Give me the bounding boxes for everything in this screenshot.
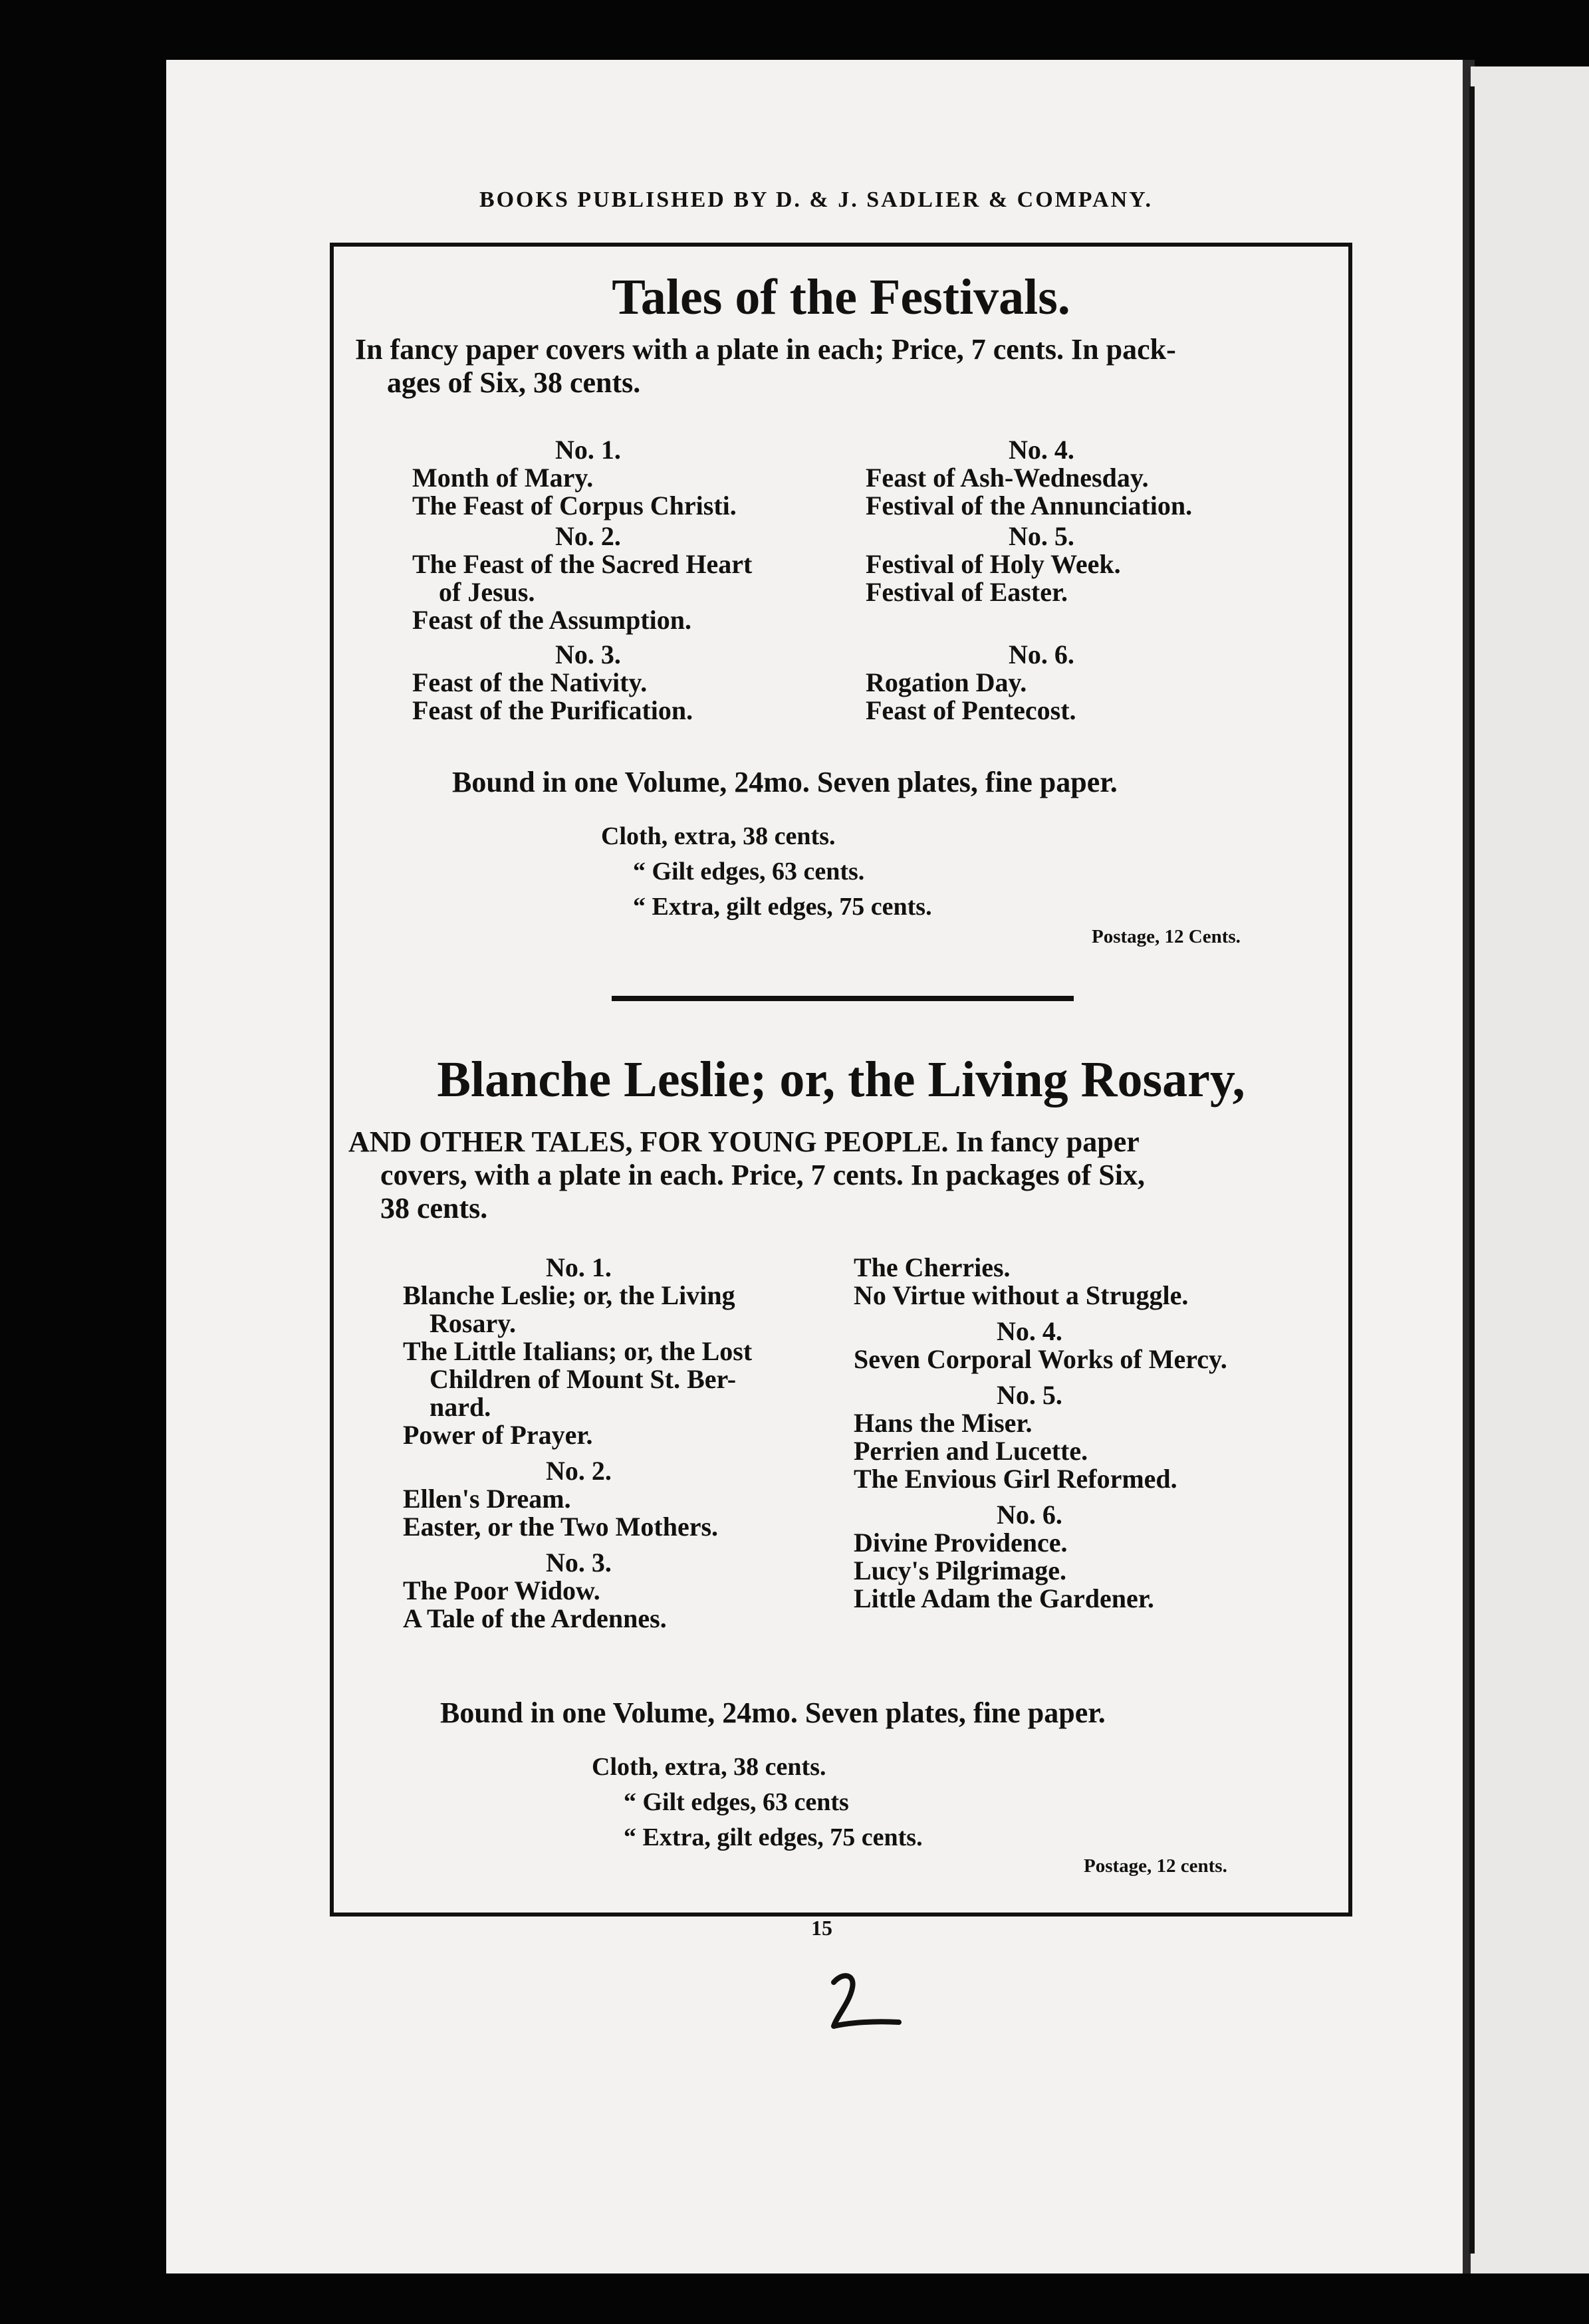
s2-group-no: No. 3.	[546, 1548, 612, 1577]
s1-item: of Jesus.	[439, 577, 535, 607]
s2-item: Perrien and Lucette.	[854, 1436, 1088, 1466]
section-divider-rule	[612, 996, 1074, 1001]
s2-group-no: No. 4.	[997, 1316, 1062, 1346]
section2-title: Blanche Leslie; or, the Living Rosary,	[437, 1052, 1245, 1107]
s2-item: Lucy's Pilgrimage.	[854, 1556, 1066, 1585]
s1-group-no: No. 2.	[555, 521, 621, 551]
s1-item: Feast of the Assumption.	[412, 605, 692, 635]
s1-item: Festival of the Annunciation.	[866, 491, 1193, 521]
advertisement-frame	[330, 243, 1352, 1917]
section1-intro	[355, 333, 1332, 400]
section2-intro-line3: 38 cents.	[380, 1192, 488, 1224]
section1-intro-line1: In fancy paper covers with a plate in each; Price, 7 cents. In pack-	[355, 333, 1176, 366]
section1-intro-line2: ages of Six, 38 cents.	[387, 366, 641, 399]
s1-item: Feast of the Nativity.	[412, 667, 648, 697]
section2-price-cloth: Cloth, extra, 38 cents.	[592, 1753, 826, 1781]
section1-price-gilt: “ Gilt edges, 63 cents.	[633, 858, 865, 885]
s2-item: Rosary.	[429, 1308, 516, 1338]
section2-left-column	[403, 1254, 828, 1633]
section1-price-cloth: Cloth, extra, 38 cents.	[601, 822, 836, 850]
s1-item: The Feast of Corpus Christi.	[412, 491, 737, 521]
s2-item: Blanche Leslie; or, the Living	[403, 1280, 735, 1310]
s2-group-no: No. 2.	[546, 1456, 612, 1486]
section2-price-gilt: “ Gilt edges, 63 cents	[624, 1788, 849, 1816]
section2-postage: Postage, 12 cents.	[1084, 1855, 1227, 1877]
facing-page-strip	[1471, 66, 1589, 2273]
section1-price-extra: “ Extra, gilt edges, 75 cents.	[633, 893, 932, 921]
section1-postage: Postage, 12 Cents.	[1092, 926, 1241, 947]
s2-item: Power of Prayer.	[403, 1420, 593, 1450]
section2-right-column	[854, 1254, 1332, 1613]
section2-bound-line: Bound in one Volume, 24mo. Seven plates, fine paper.	[440, 1696, 1106, 1729]
page-number: 15	[811, 1916, 832, 1940]
s1-group-no: No. 3.	[555, 639, 621, 669]
section2-intro	[348, 1125, 1329, 1225]
s2-item: Easter, or the Two Mothers.	[403, 1512, 719, 1542]
section2-intro-line1: AND OTHER TALES, FOR YOUNG PEOPLE. In fancy paper	[348, 1125, 1140, 1158]
s1-item: The Feast of the Sacred Heart	[412, 549, 753, 579]
facing-page-shadow	[1469, 86, 1475, 2254]
s2-item: Children of Mount St. Ber-	[429, 1364, 737, 1394]
s2-item: Divine Providence.	[854, 1528, 1068, 1558]
s1-item: Feast of Ash-Wednesday.	[866, 463, 1149, 493]
s1-item: Month of Mary.	[412, 463, 594, 493]
section1-left-column	[412, 436, 838, 725]
s1-item: Feast of Pentecost.	[866, 695, 1076, 725]
s2-item: Ellen's Dream.	[403, 1484, 571, 1514]
s2-item: The Little Italians; or, the Lost	[403, 1336, 753, 1366]
s1-group-no: No. 6.	[1009, 639, 1074, 669]
section2-intro-line2: covers, with a plate in each. Price, 7 cents. In packages of Six,	[380, 1159, 1145, 1191]
s2-group-no: No. 1.	[546, 1252, 612, 1282]
s2-item: Little Adam the Gardener.	[854, 1583, 1154, 1613]
s2-item: Seven Corporal Works of Mercy.	[854, 1344, 1227, 1374]
section2-price-extra: “ Extra, gilt edges, 75 cents.	[624, 1823, 923, 1851]
s2-item: The Envious Girl Reformed.	[854, 1464, 1177, 1494]
s2-group-no: No. 6.	[997, 1500, 1062, 1530]
s2-item: nard.	[429, 1392, 491, 1422]
handwritten-mark	[824, 1968, 904, 2034]
s1-item: Rogation Day.	[866, 667, 1027, 697]
section1-bound-line: Bound in one Volume, 24mo. Seven plates, fine paper.	[452, 766, 1118, 798]
s1-item: Festival of Holy Week.	[866, 549, 1121, 579]
running-head: BOOKS PUBLISHED BY D. & J. SADLIER & COMPANY.	[479, 187, 1154, 212]
section1-right-column	[866, 436, 1331, 725]
s2-item: A Tale of the Ardennes.	[403, 1603, 667, 1633]
s2-item: The Poor Widow.	[403, 1575, 600, 1605]
s1-item: Festival of Easter.	[866, 577, 1068, 607]
section1-title: Tales of the Festivals.	[612, 269, 1070, 325]
s2-item: Hans the Miser.	[854, 1408, 1033, 1438]
s2-group-no: No. 5.	[997, 1380, 1062, 1410]
s2-item: The Cherries.	[854, 1252, 1011, 1282]
s1-group-no: No. 4.	[1009, 435, 1074, 465]
s1-item: Feast of the Purification.	[412, 695, 693, 725]
s2-item: No Virtue without a Struggle.	[854, 1280, 1189, 1310]
s1-group-no: No. 5.	[1009, 521, 1074, 551]
s1-group-no: No. 1.	[555, 435, 621, 465]
